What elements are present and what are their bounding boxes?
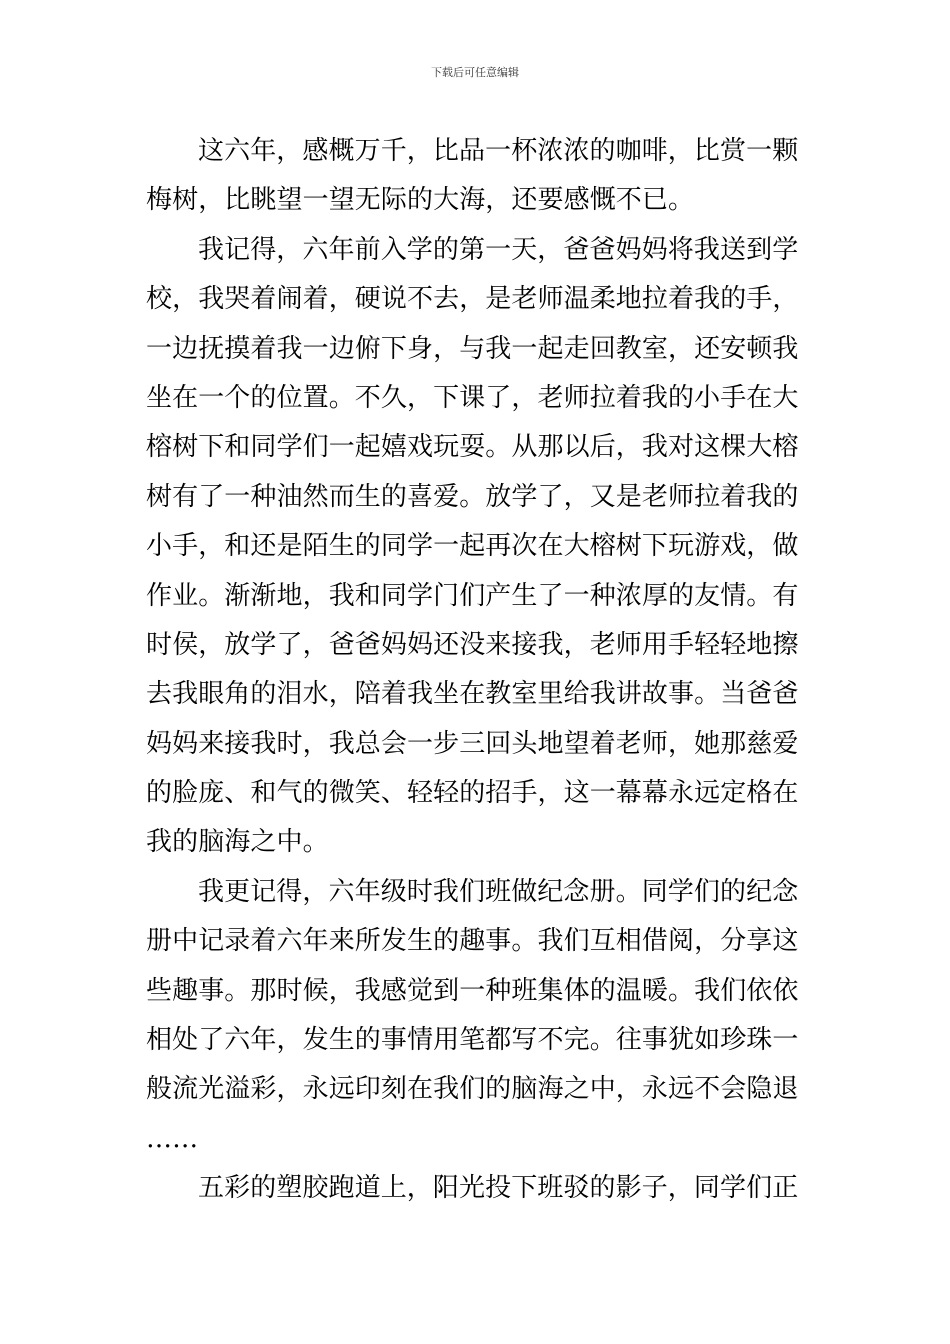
paragraph-2-line-4: 坐在一个的位置。不久，下课了，老师拉着我的小手在大	[146, 382, 799, 413]
document-body	[146, 127, 808, 1214]
paragraph-2-line-8: 作业。渐渐地，我和同学门们产生了一种浓厚的友情。有	[146, 580, 799, 611]
paragraph-2-line-3: 一边抚摸着我一边俯下身，与我一起走回教室，还安顿我	[146, 333, 799, 364]
paragraph-3-line-6: ……	[146, 1123, 199, 1154]
paragraph-3-line-4: 相处了六年，发生的事情用笔都写不完。往事犹如珍珠一	[146, 1025, 799, 1056]
paragraph-2-line-7: 小手，和还是陌生的同学一起再次在大榕树下玩游戏，做	[146, 531, 799, 562]
paragraph-3-line-2: 册中记录着六年来所发生的趣事。我们互相借阅，分享这	[146, 926, 799, 957]
paragraph-1-line-1: 这六年，感概万千，比品一杯浓浓的咖啡，比赏一颗	[198, 136, 799, 166]
paragraph-2-line-2: 校，我哭着闹着，硬说不去，是老师温柔地拉着我的手，	[146, 284, 799, 315]
paragraph-2-line-11: 妈妈来接我时，我总会一步三回头地望着老师，她那慈爱	[146, 728, 799, 759]
page-header: 下载后可任意编辑	[431, 66, 519, 79]
paragraph-2-line-6: 树有了一种油然而生的喜爱。放学了，又是老师拉着我的	[146, 481, 799, 512]
paragraph-1-line-2: 梅树，比眺望一望无际的大海，还要感慨不已。	[146, 185, 695, 216]
paragraph-2-line-5: 榕树下和同学们一起嬉戏玩耍。从那以后，我对这棵大榕	[146, 432, 799, 463]
paragraph-2-line-1: 我记得，六年前入学的第一天，爸爸妈妈将我送到学	[198, 234, 799, 265]
paragraph-2-line-9: 时侯，放学了，爸爸妈妈还没来接我，老师用手轻轻地擦	[146, 629, 799, 660]
paragraph-2-line-13: 我的脑海之中。	[146, 827, 329, 858]
paragraph-4-line-1: 五彩的塑胶跑道上，阳光投下班驳的影子，同学们正	[198, 1173, 799, 1204]
paragraph-3-line-5: 般流光溢彩，永远印刻在我们的脑海之中，永远不会隐退	[146, 1074, 799, 1105]
paragraph-2-line-10: 去我眼角的泪水，陪着我坐在教室里给我讲故事。当爸爸	[146, 679, 799, 710]
paragraph-3-line-3: 些趣事。那时候，我感觉到一种班集体的温暖。我们依依	[146, 975, 799, 1006]
paragraph-2-line-12: 的脸庞、和气的微笑、轻轻的招手，这一幕幕永远定格在	[146, 778, 799, 809]
paragraph-3-line-1: 我更记得，六年级时我们班做纪念册。同学们的纪念	[198, 876, 799, 907]
